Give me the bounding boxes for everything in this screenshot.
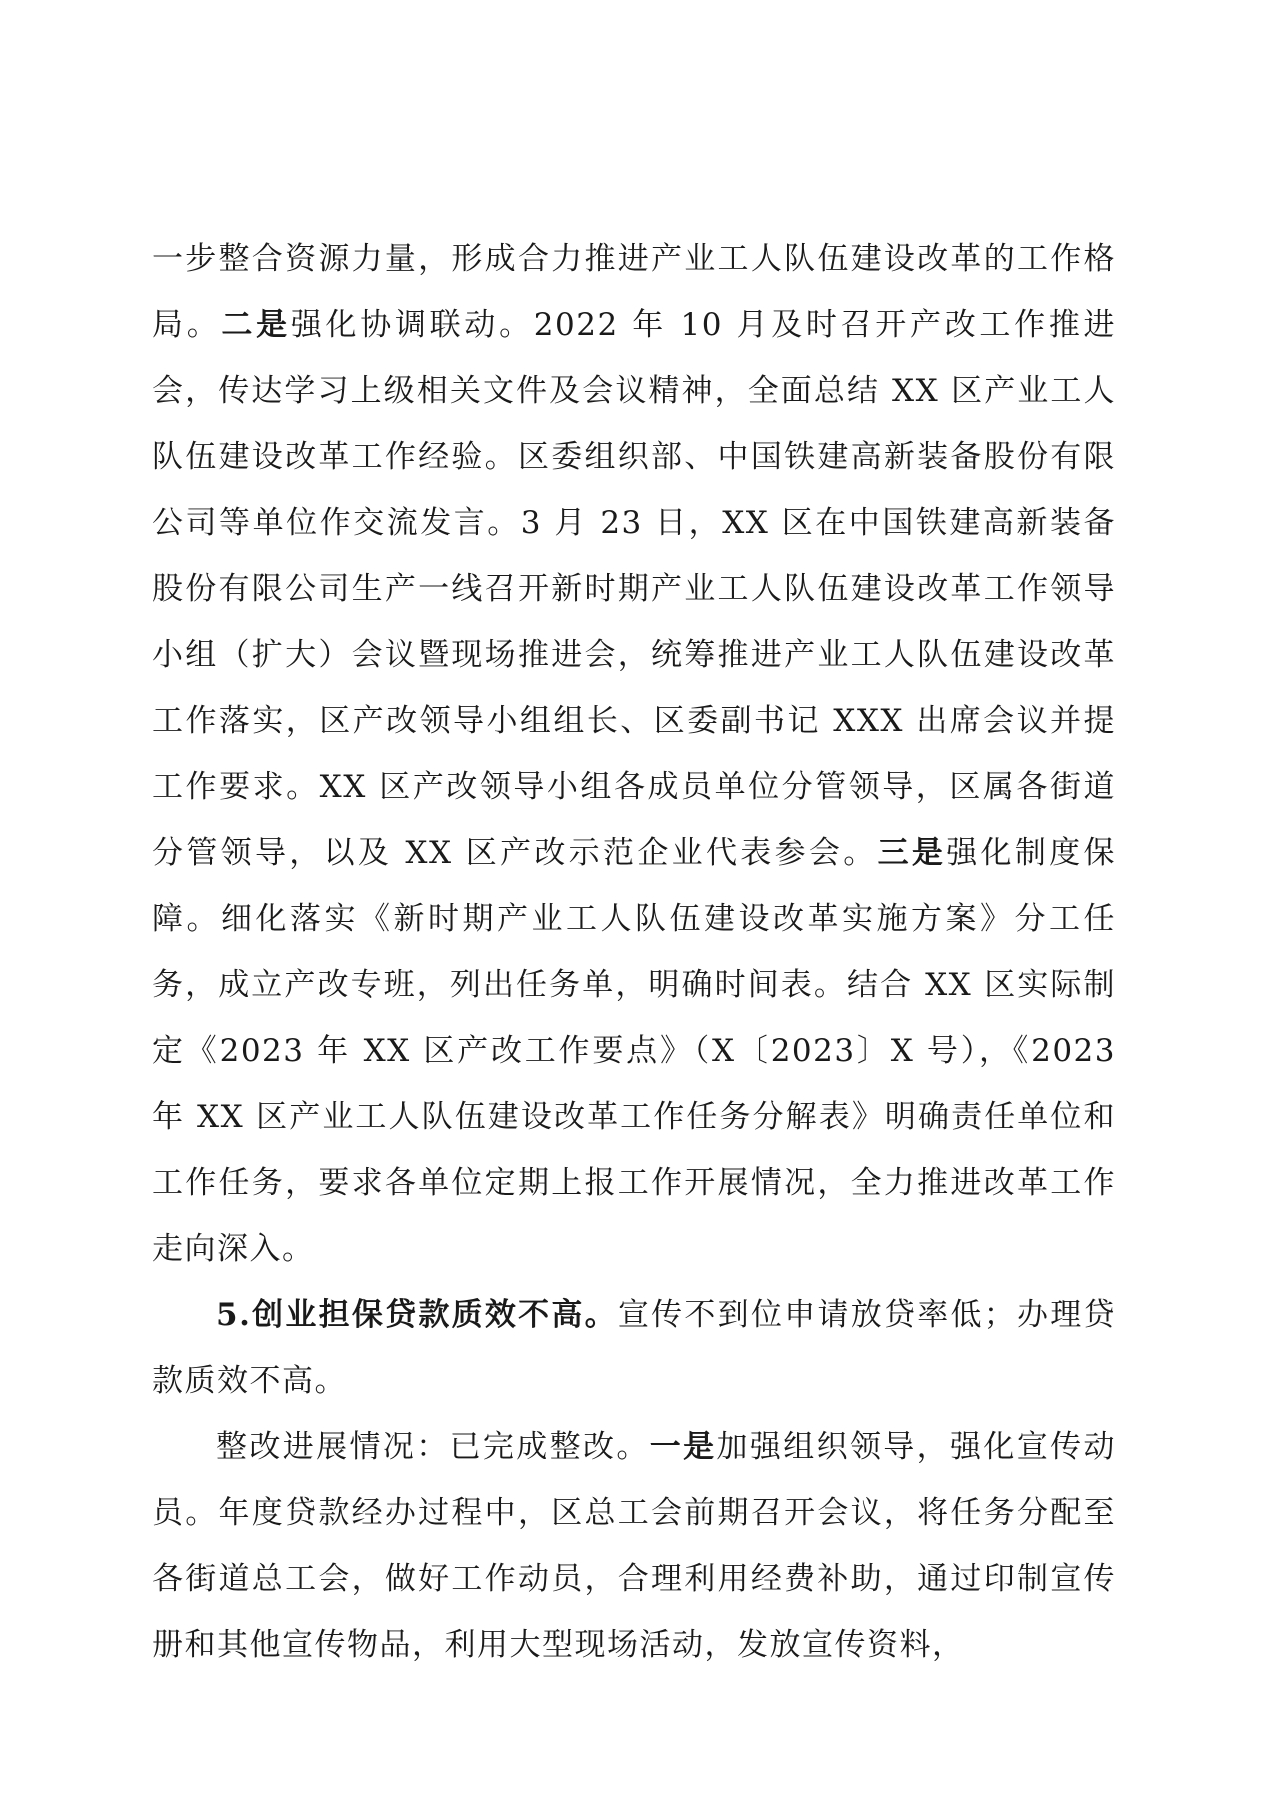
text-run: 强化协调联动。2022 年 10 月及时召开产改工作推进会，传达学习上级相关文件及会议精神，全面总结 XX 区产业工人队伍建设改革工作经验。区委组织部、中国铁建高新装备股份有限公司等单位作交流发言。3 月 23 日，XX 区在中国铁建高新装备股份有限公司生产一线召开新时期产业工人队伍建设改革工作领导小组（扩大）会议暨现场推进会，统筹推进产业工人队伍建设改革工作落实，区产改领导小组组长、区委副书记 XXX 出席会议并提工作要求。XX 区产改领导小组各成员单位分管领导，区属各街道分管领导，以及 XX 区产改示范企业代表参会。: [152, 307, 1117, 871]
bold-marker-third: 三是: [877, 835, 947, 871]
text-run: 宣传不到位申请放贷率低；办理贷款质效不高。: [152, 1297, 1116, 1399]
text-run: 一步整合资源力量，形成合力推进产业工人队伍建设改革的工作格局。: [152, 241, 1116, 343]
paragraph-rectification-progress: [152, 1414, 1116, 1678]
section-heading-5: 5.创业担保贷款质效不高。: [216, 1297, 618, 1333]
paragraph-coordination: [152, 226, 1116, 1282]
paragraph-issue-5: [152, 1282, 1116, 1414]
text-run: 整改进展情况：已完成整改。: [216, 1429, 650, 1465]
document-body: [152, 226, 1116, 1678]
text-run: 加强组织领导，强化宣传动员。年度贷款经办过程中，区总工会前期召开会议，将任务分配至各街道总工会，做好工作动员，合理利用经费补助，通过印制宣传册和其他宣传物品，利用大型现场活动，发放宣传资料，: [152, 1429, 1117, 1663]
bold-marker-second: 二是: [221, 307, 291, 343]
text-run: 强化制度保障。细化落实《新时期产业工人队伍建设改革实施方案》分工任务，成立产改专班，列出任务单，明确时间表。结合 XX 区实际制定《2023 年 XX 区产改工作要点》（X〔2023〕X 号），《2023 年 XX 区产业工人队伍建设改革工作任务分解表》明确责任单位和工作任务，要求各单位定期上报工作开展情况，全力推进改革工作走向深入。: [152, 835, 1117, 1267]
bold-marker-first: 一是: [649, 1429, 717, 1465]
